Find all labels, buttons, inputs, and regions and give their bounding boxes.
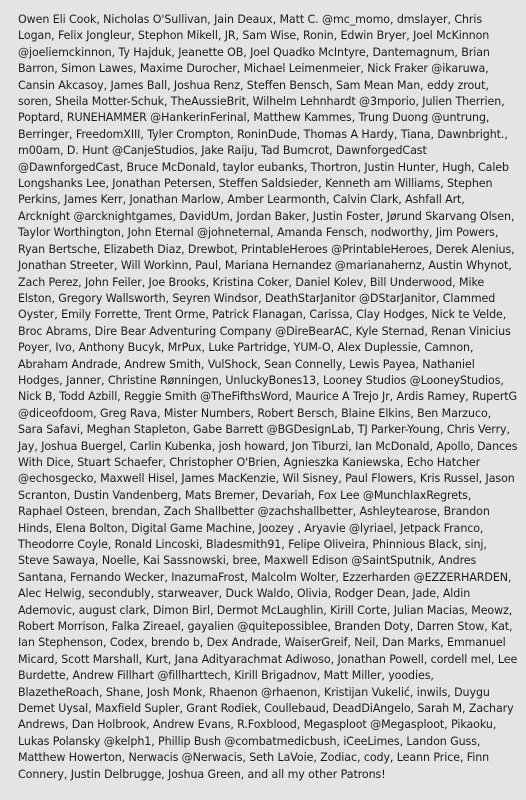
patron-credits-text: Owen Eli Cook, Nicholas O'Sullivan, Jain Deaux, Matt C. @mc_momo, dmslayer, Chris Logan, Felix Jongleur, Stephon Mikell, JR, Sam Wise, Ronin, Edwin Bryer, Joel McKinnon @joeliemckinnon, Ty Hajduk, Jeanette OB, Joel Quadko McIntyre, Dantemagnum, Brian Barron, Simon Lawes, Maxime Durocher, Michael Leimenmeier, Nick Fraker @ikaruwa, Cansin Akcasoy, James Ball, Joshua Renz, Steffen Bensch, Sam Mean Man, eddy zrout, soren, Sheila Motter-Schuk, TheAussieBrit, Wilhelm Lehnhardt @3mporio, Julien Therrien, Poptard, RUNEHAMMER @HankerinFerinal, Matthew Kammes, Trung Duong @untrung, Berringer, FreedomXIII, Tyler Crompton, RoninDude, Thomas A Hardy, Tiana, Dawnbright., m00am, D. Hunt @CanjeStudios, Jake Raiju, Tad Bumcrot, DawnforgedCast @DawnforgedCast, Bruce McDonald, taylor eubanks, Thortron, Justin Hunter, Hugh, Caleb Longshanks Lee, Jonathan Petersen, Steffen Saldsieder, Kenneth am Williams, Stephen Perkins, James Kerr, Jonathan Marlow, Amber Learmonth, Calvin Clark, Ashfall Art, Arcknight @arcknightgames, DavidUm, Jordan Baker, Justin Foster, Jørund Skarvang Olsen, Taylor Worthington, John Eternal @johneternal, Amanda Fensch, nodworthy, Jim Powers, Ryan Bertsche, Elizabeth Diaz, Drewbot, PrintableHeroes @PrintableHeroes, Derek Alenius, Jonathan Streeter, Will Workinn, Paul, Mariana Hernandez @marianahernz, Austin Whynot, Zach Perez, John Feiler, Joe Brooks, Kristina Coker, Daniel Kolev, Bill Underwood, Mike Elston, Gregory Wallsworth, Seyren Windsor, DeathStarJanitor @DStarJanitor, Clammed Oyster, Emily Forrette, Trent Orme, Patrick Flanagan, Carissa, Clay Hodges, Nick te Velde, Broc Abrams, Dire Bear Adventuring Company @DireBearAC, Kyle Sternad, Renan Vinicius Poyer, Ivo, Anthony Bucyk, MrPux, Luke Partridge, YUM-O, Alex Duplessie, Camnon, Abraham Andrade, Andrew Smith, VulShock, Sean Connelly, Lewis Payea, Nathaniel Hodges, Janner, Christine Rønningen, UnluckyBones13, Looney Studios @LooneyStudios, Nick B, Todd Azbill, Reggie Smith @TheFifthsWord, Maurice A Trejo Jr, Ardis Ramey, RupertG @diceofdoom, Greg Rava, Mister Numbers, Robert Bersch, Blaine Elkins, Ben Marzuco, Sara Safavi, Meghan Stapleton, Gabe Barrett @BGDesignLab, TJ Parker-Young, Chris Verry, Jay, Joshua Buergel, Carlin Kubenka, josh howard, Jon Tiburzi, Ian McDonald, Apollo, Dances With Dice, Stuart Schaefer, Christopher O'Brien, Agnieszka Kaniewska, Echo Hatcher @echosgecko, Maxwell Hisel, James MacKenzie, Wil Sisney, Paul Flowers, Kris Russel, Jason Scranton, Dustin Vandenberg, Mats Bremer, Devariah, Fox Lee @MunchlaxRegrets, Raphael Osteen, brendan, Zach Shallbetter @zachshallbetter, Ashleytearose, Brandon Hinds, Elena Bolton, Digital Game Machine, Joozey , Aryavie @lyriael, Jetpack Franco, Theodorre Coyle, Ronald Lincoski, Bladesmith91, Felipe Oliveira, Phinnious Black, sinj, Steve Sawaya, Noelle, Kai Sassnowski, bree, Maxwell Edison @SaintSputnik, Andres Santana, Fernando Wecker, InazumaFrost, Malcolm Wolter, Ezzerharden @EZZERHARDEN, Alec Helwig, secondubly, starweaver, Duck Waldo, Olivia, Rodger Dean, Jade, Aldin Ademovic, august clark, Dimon Birl, Dermot McLaughlin, Kirill Corte, Julian Macias, Meowz, Robert Morrison, Falka Zireael, gayalien @quitepossiblee, Branden Doty, Darren Stow, Kat, Ian Stephenson, Codex, brendo b, Dex Andrade, WaiserGreif, Neil, Dan Marks, Emmanuel Micard, Scott Marshall, Kurt, Jana Adityarachmat Adiwoso, Jonathan Powell, cordell mel, Lee Burdette, Andrew Fillhart @fillharttech, Kirill Brigadnov, Matt Miller, yoodies, BlazetheRoach, Shane, Josh Monk, Rhaenon @rhaenon, Kristijan Vukelić, inwils, Duygu Demet Uysal, Maxfield Supler, Grant Rodiek, Coullebaud, DeadDiAngelo, Sarah M, Zachary Andrews, Dan Holbrook, Andrew Evans, R.Foxblood, Megasploot @Megasploot, Pikaoku, Lukas Polansky @kelph1, Phillip Bush @combatmedicbush, iCeeLimes, Landon Guss, Matthew Howerton, Nerwacis @Nerwacis, Seth LaVoie, Zodiac, cody, Leann Price, Finn Connery, Justin Delbrugge, Joshua Green, and all my other Patrons!: [18, 13, 518, 781]
